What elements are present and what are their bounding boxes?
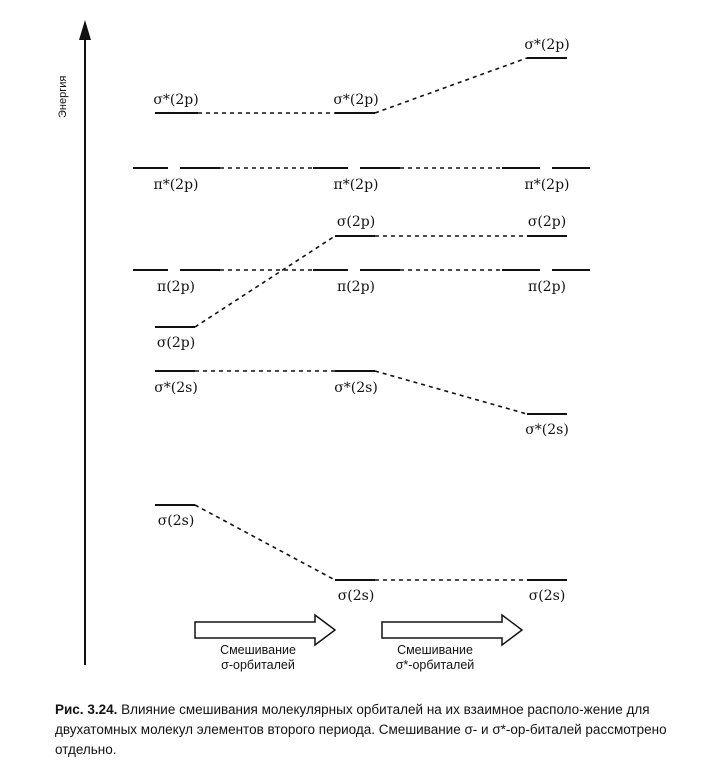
- label-c1-pi-star-2p: π*(2p): [153, 177, 199, 193]
- energy-axis: [79, 20, 91, 665]
- label-c2-sigma-star-2s: σ*(2s): [334, 380, 378, 396]
- label-c2-pi-star-2p: π*(2p): [333, 177, 379, 193]
- correlation-lines: [195, 58, 527, 580]
- sigma-mixing-arrow: [195, 615, 335, 645]
- corr-sigma-2p-1: [195, 236, 335, 327]
- sigma-mixing-label-2: σ-орбиталей: [221, 658, 295, 672]
- label-c3-sigma-2s: σ(2s): [528, 588, 566, 604]
- label-c3-sigma-star-2s: σ*(2s): [525, 422, 569, 438]
- energy-axis-label: Энергия: [57, 75, 69, 118]
- mixing-arrows: [195, 615, 522, 645]
- corr-sigma-2s-1: [195, 505, 335, 580]
- sigma-star-mixing-label-1: Смешивание: [397, 643, 473, 657]
- label-c1-sigma-star-2s: σ*(2s): [154, 380, 198, 396]
- label-c2-pi-2p: π(2p): [337, 279, 375, 295]
- sigma-star-mixing-label-2: σ*-орбиталей: [395, 658, 475, 672]
- label-c1-sigma-star-2p: σ*(2p): [153, 92, 199, 108]
- sigma-star-mixing-arrow: [382, 615, 522, 645]
- label-c2-sigma-2s: σ(2s): [337, 588, 375, 604]
- label-c1-sigma-2s: σ(2s): [157, 513, 195, 529]
- label-c2-sigma-star-2p: σ*(2p): [333, 92, 379, 108]
- sigma-mixing-label-1: Смешивание: [220, 643, 296, 657]
- label-c3-sigma-star-2p: σ*(2p): [524, 37, 570, 53]
- corr-sigma-star-2s-2: [375, 371, 527, 414]
- label-c2-sigma-2p: σ(2p): [336, 214, 376, 230]
- mixing-arrow-labels: [220, 643, 474, 672]
- label-c1-pi-2p: π(2p): [157, 279, 195, 295]
- label-c3-pi-2p: π(2p): [528, 279, 566, 295]
- label-c3-sigma-2p: σ(2p): [527, 214, 567, 230]
- level-labels: [153, 37, 569, 604]
- label-c1-sigma-2p: σ(2p): [156, 335, 196, 351]
- corr-sigma-star-2p-2: [375, 58, 527, 113]
- figure-caption-text: Влияние смешивания молекулярных орбиталей на их взаимное располо-жение для двухатомных молекул элементов второго периода. Смешивание σ- и σ*-ор-биталей рассмотрено отдельно.: [55, 702, 667, 757]
- energy-levels: [133, 58, 590, 580]
- figure-caption: [55, 700, 675, 760]
- figure-caption-label: Рис. 3.24.: [55, 702, 118, 717]
- label-c3-pi-star-2p: π*(2p): [524, 177, 570, 193]
